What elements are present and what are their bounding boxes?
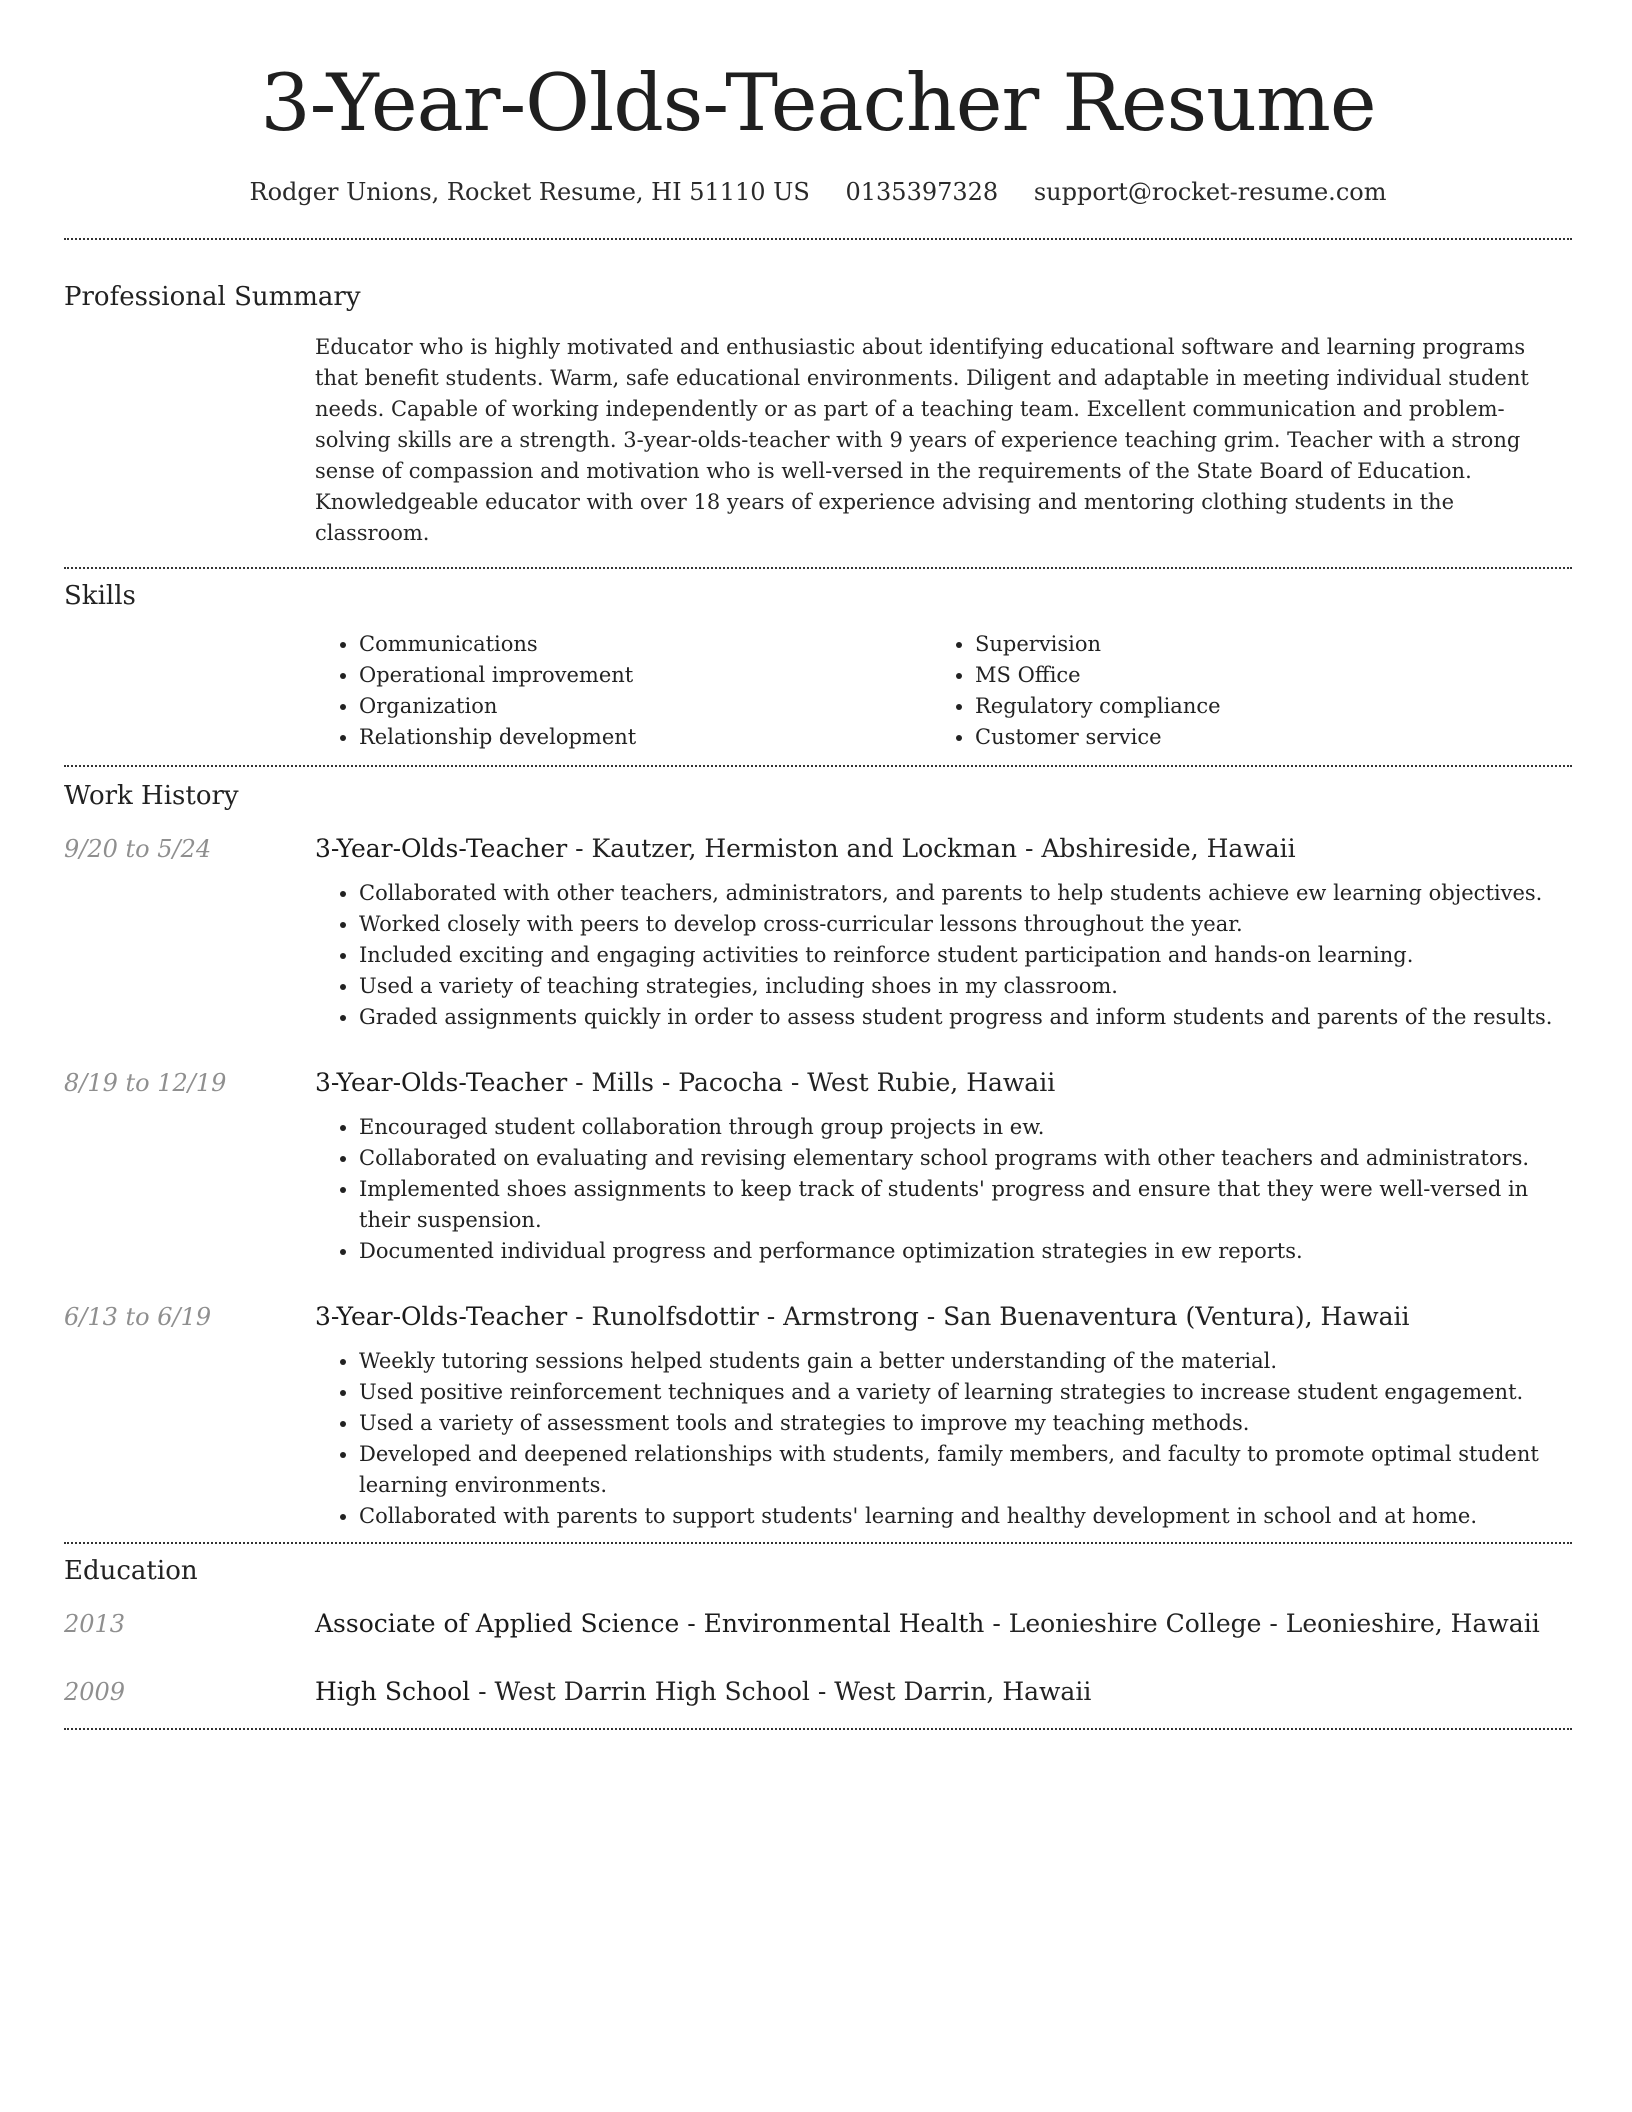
education-date: 2009 bbox=[64, 1678, 126, 1706]
contact-address: Rodger Unions, Rocket Resume, HI 51110 US bbox=[249, 178, 810, 206]
job-role: 3-Year-Olds-Teacher bbox=[315, 1068, 568, 1097]
job-bullet: • Collaborated on evaluating and revising elementary school programs with other teachers and administrators. bbox=[359, 1143, 1572, 1174]
job-bullet: • Used a variety of teaching strategies, including shoes in my classroom. bbox=[359, 971, 1572, 1002]
summary-text: Educator who is highly motivated and enthusiastic about identifying educational software and learning programs that benefit students. Warm, safe educational environments. Diligent and adaptable in meeting individual student needs. Capable of working independently or as part of a teaching team. Excellent communication and problem-solving skills are a strength. 3-year-olds-teacher with 9 years of experience teaching grim. Teacher with a strong sense of compassion and motivation who is well-versed in the requirements of the State Board of Education. Knowledgeable educator with over 18 years of experience advising and mentoring clothing students in the classroom. bbox=[315, 335, 1529, 545]
skill-item: • Communications bbox=[359, 629, 931, 660]
education-body bbox=[315, 1676, 1091, 1708]
job-bullets bbox=[315, 1346, 1572, 1532]
skill-item: • Operational improvement bbox=[359, 660, 931, 691]
job-entry bbox=[64, 1067, 1572, 1267]
divider bbox=[64, 1542, 1572, 1544]
job-bullet: • Used positive reinforcement techniques and a variety of learning strategies to increase student engagement. bbox=[359, 1377, 1572, 1408]
job-body bbox=[315, 833, 1572, 1033]
job-heading bbox=[315, 1301, 1572, 1333]
education-degree: Associate of Applied Science - Environmental Health bbox=[315, 1609, 985, 1638]
contact-phone: 0135397328 bbox=[845, 178, 999, 206]
job-date: 9/20 to 5/24 bbox=[64, 835, 212, 863]
job-bullets bbox=[315, 1112, 1572, 1267]
resume-title: 3-Year-Olds-Teacher Resume bbox=[260, 57, 1376, 149]
job-bullet: • Weekly tutoring sessions helped students gain a better understanding of the material. bbox=[359, 1346, 1572, 1377]
job-bullet: • Implemented shoes assignments to keep track of students' progress and ensure that they were well-versed in their suspension. bbox=[359, 1174, 1572, 1236]
job-employer: - Mills - Pacocha - West Rubie, Hawaii bbox=[567, 1068, 1056, 1097]
job-bullet: • Developed and deepened relationships with students, family members, and faculty to promote optimal student learning environments. bbox=[359, 1439, 1572, 1501]
skill-item: • Supervision bbox=[975, 629, 1545, 660]
job-bullet: • Used a variety of assessment tools and strategies to improve my teaching methods. bbox=[359, 1408, 1572, 1439]
job-entry bbox=[64, 833, 1572, 1033]
job-body bbox=[315, 1067, 1572, 1267]
job-bullet: • Encouraged student collaboration through group projects in ew. bbox=[359, 1112, 1572, 1143]
job-bullet: • Collaborated with other teachers, administrators, and parents to help students achieve ew learning objectives. bbox=[359, 878, 1572, 909]
education-school: - Leonieshire College - Leonieshire, Hawaii bbox=[984, 1609, 1540, 1638]
job-heading bbox=[315, 833, 1572, 865]
summary-heading: Professional Summary bbox=[64, 282, 361, 312]
divider bbox=[64, 567, 1572, 569]
job-role: 3-Year-Olds-Teacher bbox=[315, 1302, 568, 1331]
skills-heading: Skills bbox=[64, 581, 136, 611]
job-entry bbox=[64, 1301, 1572, 1542]
job-bullet: • Included exciting and engaging activities to reinforce student participation and hands-on learning. bbox=[359, 940, 1572, 971]
education-degree: High School bbox=[315, 1677, 471, 1706]
skill-item: • Customer service bbox=[975, 722, 1545, 753]
resume-page bbox=[64, 0, 1572, 1730]
job-date: 8/19 to 12/19 bbox=[64, 1069, 227, 1097]
job-employer: - Runolfsdottir - Armstrong - San Buenaventura (Ventura), Hawaii bbox=[567, 1302, 1410, 1331]
education-entry bbox=[64, 1608, 1572, 1640]
job-employer: - Kautzer, Hermiston and Lockman - Abshireside, Hawaii bbox=[567, 834, 1296, 863]
work-history-heading: Work History bbox=[64, 781, 239, 811]
skills-grid bbox=[315, 629, 1572, 753]
education-entry bbox=[64, 1676, 1572, 1708]
divider bbox=[64, 1728, 1572, 1730]
job-bullets bbox=[315, 878, 1572, 1033]
skill-item: • Relationship development bbox=[359, 722, 931, 753]
job-role: 3-Year-Olds-Teacher bbox=[315, 834, 568, 863]
job-bullet: • Worked closely with peers to develop cross-curricular lessons throughout the year. bbox=[359, 909, 1572, 940]
education-body bbox=[315, 1608, 1540, 1640]
job-heading bbox=[315, 1067, 1572, 1099]
job-body bbox=[315, 1301, 1572, 1542]
job-date: 6/13 to 6/19 bbox=[64, 1303, 212, 1331]
skill-item: • Regulatory compliance bbox=[975, 691, 1545, 722]
skill-item: • Organization bbox=[359, 691, 931, 722]
contact-email: support@rocket-resume.com bbox=[1033, 178, 1387, 206]
skills-list-left bbox=[315, 629, 931, 753]
education-heading: Education bbox=[64, 1556, 198, 1586]
contact-line bbox=[64, 176, 1572, 208]
education-date: 2013 bbox=[64, 1610, 126, 1638]
job-bullet: • Collaborated with parents to support students' learning and healthy development in school and at home. bbox=[359, 1501, 1572, 1532]
job-bullet: • Documented individual progress and performance optimization strategies in ew reports. bbox=[359, 1236, 1572, 1267]
skills-list-right bbox=[931, 629, 1545, 753]
skill-item: • MS Office bbox=[975, 660, 1545, 691]
job-bullet: • Graded assignments quickly in order to assess student progress and inform students and parents of the results. bbox=[359, 1002, 1572, 1033]
divider bbox=[64, 238, 1572, 240]
divider bbox=[64, 765, 1572, 767]
education-school: - West Darrin High School - West Darrin, Hawaii bbox=[470, 1677, 1092, 1706]
